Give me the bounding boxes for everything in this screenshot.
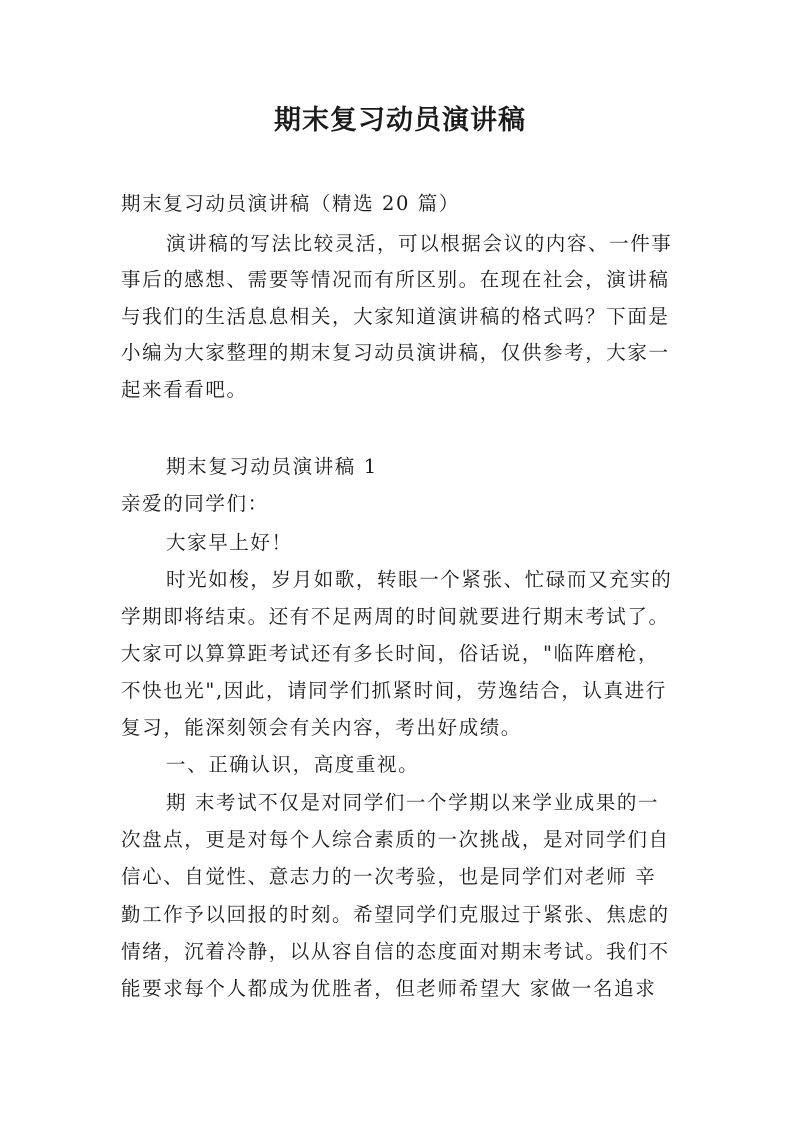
subtitle-line: 期末复习动员演讲稿（精选 20 篇） <box>121 192 461 215</box>
body-paragraph-line: 次盘点，更是对每个人综合素质的一次挑战，是对同学们自 <box>121 828 670 851</box>
body-paragraph-line: 情绪，沉着冷静，以从容自信的态度面对期末考试。我们不 <box>121 940 670 963</box>
body-paragraph-line: 大家可以算算距考试还有多长时间，俗话说，"临阵磨枪， <box>121 642 660 665</box>
intro-paragraph-line: 演讲稿的写法比较灵活，可以根据会议的内容、一件事 <box>166 232 673 255</box>
body-paragraph-line: 信心、自觉性、意志力的一次考验，也是同学们对老师 辛 <box>121 865 657 888</box>
body-paragraph-line: 期 末考试不仅是对同学们一个学期以来学业成果的一 <box>166 791 660 814</box>
body-paragraph-line: 能要求每个人都成为优胜者，但老师希望大 家做一名追求 <box>121 977 657 1000</box>
salutation-line: 亲爱的同学们： <box>121 492 269 515</box>
body-paragraph-line: 复习，能深刻领会有关内容，考出好成绩。 <box>121 716 522 739</box>
intro-paragraph-line: 起来看看吧。 <box>121 378 248 401</box>
body-paragraph-line: 学期即将结束。还有不足两周的时间就要进行期末考试了。 <box>121 605 670 628</box>
intro-paragraph-line: 小编为大家整理的期末复习动员演讲稿，仅供参考，大家一 <box>121 341 670 364</box>
body-paragraph-line: 时光如梭，岁月如歌，转眼一个紧张、忙碌而又充实的 <box>166 568 673 591</box>
intro-paragraph-line: 事后的感想、需要等情况而有所区别。在现在社会，演讲稿 <box>121 268 670 291</box>
greeting-line: 大家早上好！ <box>166 531 293 554</box>
body-paragraph-line: 不快也光",因此，请同学们抓紧时间，劳逸结合，认真进行 <box>121 679 667 702</box>
point-heading: 一、正确认识，高度重视。 <box>166 753 420 776</box>
section-heading: 期末复习动员演讲稿 1 <box>166 455 378 478</box>
document-title: 期末复习动员演讲稿 <box>274 105 526 136</box>
intro-paragraph-line: 与我们的生活息息相关，大家知道演讲稿的格式吗？下面是 <box>121 305 670 328</box>
body-paragraph-line: 勤工作予以回报的时刻。希望同学们克服过于紧张、焦虑的 <box>121 903 670 926</box>
